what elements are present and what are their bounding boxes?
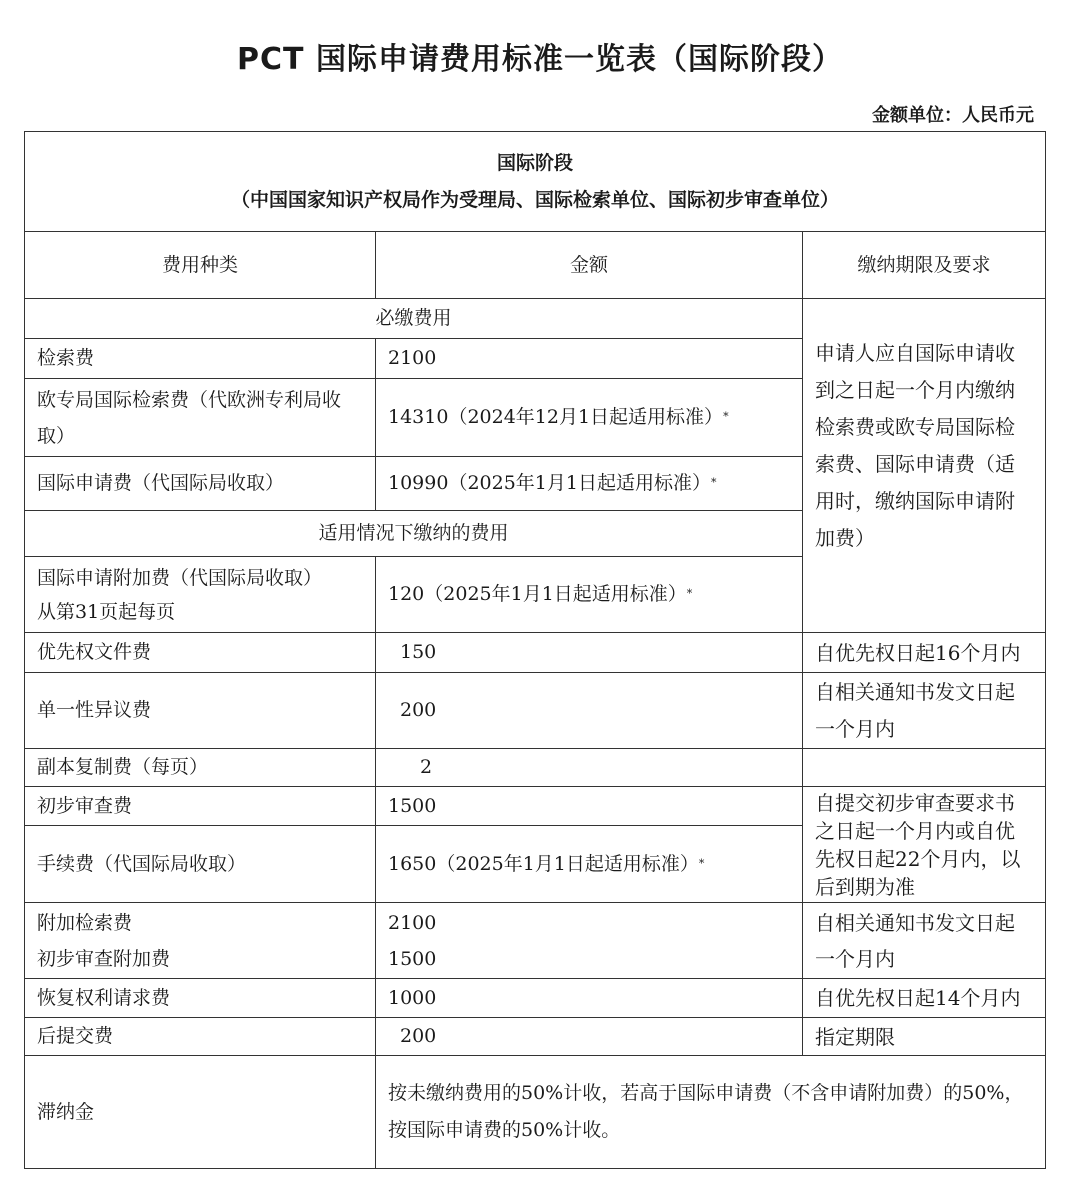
fee-name-priority-doc: 优先权文件费	[24, 632, 376, 673]
fee-name-filing-surcharge-line1: 国际申请附加费（代国际局收取）	[37, 566, 323, 589]
fee-amount-intl-filing	[375, 456, 803, 511]
fee-amount-additional-search: 2100	[388, 911, 437, 934]
fee-name-filing-surcharge	[24, 556, 376, 633]
group-optional-fees: 适用情况下缴纳的费用	[24, 510, 803, 557]
deadline-copy	[802, 748, 1046, 787]
deadline-required-fees: 申请人应自国际申请收到之日起一个月内缴纳检索费或欧专局国际检索费、国际申请费（适用时，缴纳国际申请附加费）	[802, 298, 1046, 633]
footnote-mark: *	[698, 856, 705, 870]
section-header	[24, 131, 1046, 232]
fee-name-epo-search: 欧专局国际检索费（代欧洲专利局收取）	[24, 378, 376, 457]
fee-name-filing-surcharge-line2: 从第31页起每页	[37, 600, 176, 623]
fee-amount-filing-surcharge	[375, 556, 803, 633]
deadline-restoration: 自优先权日起14个月内	[802, 978, 1046, 1018]
fee-amount-intl-filing-value: 10990（2025年1月1日起适用标准）	[388, 472, 711, 495]
currency-unit-note: 金额单位：人民币元	[872, 105, 1034, 126]
deadline-prelim-exam: 自提交初步审查要求书之日起一个月内或自优先权日起22个月内，以后到期为准	[802, 786, 1046, 903]
fee-amount-priority-doc: 150	[375, 632, 803, 673]
fee-name-unity-protest: 单一性异议费	[24, 672, 376, 749]
fee-amount-epo-search-value: 14310（2024年12月1日起适用标准）	[388, 406, 724, 429]
fee-amounts-additional	[375, 902, 803, 979]
fee-amount-prelim-exam: 1500	[375, 786, 803, 826]
deadline-late-furnishing: 指定期限	[802, 1017, 1046, 1056]
section-subtitle: （中国国家知识产权局作为受理局、国际检索单位、国际初步审查单位）	[230, 188, 839, 211]
fee-name-copy: 副本复制费（每页）	[24, 748, 376, 787]
group-required-fees: 必缴费用	[24, 298, 803, 339]
fee-amount-handling	[375, 825, 803, 903]
fee-amount-unity-protest: 200	[375, 672, 803, 749]
fee-amount-prelim-exam-additional: 1500	[388, 947, 437, 970]
footnote-mark: *	[710, 476, 717, 490]
header-fee-type: 费用种类	[24, 231, 376, 299]
fee-amount-copy: 2	[375, 748, 803, 787]
header-amount: 金额	[375, 231, 803, 299]
fee-name-additional-search: 附加检索费	[37, 911, 133, 934]
fee-name-prelim-exam-additional: 初步审查附加费	[37, 947, 171, 970]
deadline-priority-doc: 自优先权日起16个月内	[802, 632, 1046, 673]
fee-amount-search: 2100	[375, 338, 803, 379]
deadline-additional-fees: 自相关通知书发文日起一个月内	[802, 902, 1046, 979]
fee-name-prelim-exam: 初步审查费	[24, 786, 376, 826]
fee-amount-epo-search	[375, 378, 803, 457]
footnote-mark: *	[723, 410, 729, 424]
fee-names-additional	[24, 902, 376, 979]
deadline-unity-protest: 自相关通知书发文日起一个月内	[802, 672, 1046, 749]
fee-amount-late-furnishing: 200	[375, 1017, 803, 1056]
fee-name-restoration: 恢复权利请求费	[24, 978, 376, 1018]
header-deadline: 缴纳期限及要求	[802, 231, 1046, 299]
fee-name-late-payment: 滞纳金	[24, 1055, 376, 1169]
section-title: 国际阶段	[496, 151, 573, 174]
fee-amount-handling-value: 1650（2025年1月1日起适用标准）	[388, 852, 699, 875]
footnote-mark: *	[686, 587, 693, 601]
fee-amount-restoration: 1000	[375, 978, 803, 1018]
fee-name-intl-filing: 国际申请费（代国际局收取）	[24, 456, 376, 511]
fee-name-handling: 手续费（代国际局收取）	[24, 825, 376, 903]
fee-amount-filing-surcharge-value: 120（2025年1月1日起适用标准）	[388, 583, 687, 606]
fee-name-search: 检索费	[24, 338, 376, 379]
fee-name-late-furnishing: 后提交费	[24, 1017, 376, 1056]
page-title: PCT 国际申请费用标准一览表（国际阶段）	[237, 42, 843, 77]
fee-amount-late-payment: 按未缴纳费用的50%计收，若高于国际申请费（不含申请附加费）的50%，按国际申请费的50%计收。	[375, 1055, 1046, 1169]
